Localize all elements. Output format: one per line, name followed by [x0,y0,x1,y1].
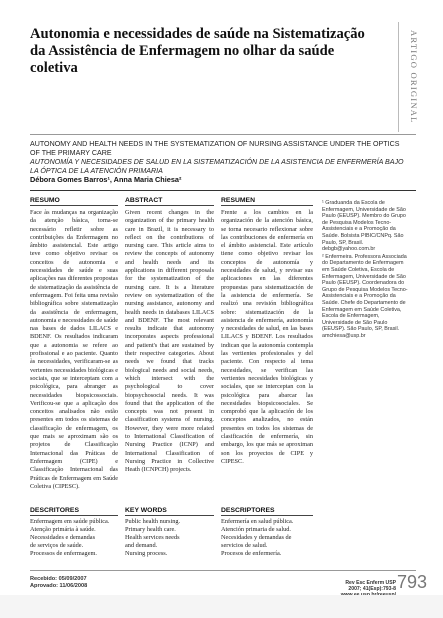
resumen-column [221,197,313,466]
keywords-block [125,507,214,558]
resumen-text: Frente a los cambios en la organización de la atención básica, se torna necesario reflexionar sobre las contribuciones de enfermería en el ámbito asistencial. Este artículo tiene como objetivo revisar los conceptos de autonomía y necesidades de salud, y revisar sus aplicaciones en las diferentes propuestas para sistematización de la asistencia de enfermería. Se realizó una revisión bibliográfica sobre: sistematización de la asistencia de enfermería, autonomía y necesidades de salud, en las bases LILACS y BDENF. Los resultados indican que la autonomía contempla las vertientes profesionales y del paciente. Con respecto al tema necesidades, se verifican las vertientes necesidades biológicas y sociales, que se interceptan con la psicológica para abarcar las necesidades biopsicosociales. Se comprobó que la aplicación de los conceptos analizados, no están presentes en todos los sistemas de clasificación de enfermería, sin embargo, los que más se aproximan son los proyectos de CIPE y CIPESC. [221,209,313,465]
author-note-2: ² Enfermeira. Professora Associada do Departamento de Enfermagem em Saúde Coletiva, Escola de Enfermagem, Universidade de São Paulo (EEUSP). Coordenadora do Grupo de Pesquisa Modelos Tecno-Assistenciais e a Promoção da Saúde. Chefe do Departamento de Enfermagem em Saúde Coletiva, Escola de Enfermagem, Universidade de São Paulo (EEUSP). São Paulo, SP, Brasil. amchiesa@usp.br [322,253,408,339]
author-note-1: ¹ Graduanda da Escola de Enfermagem, Universidade de São Paulo (EEUSP). Membro do Grupo de Pesquisa Modelos Tecno-Assistenciais e a Promoção da Saúde. Bolsista PIBIC/CNPq. São Paulo, SP, Brasil. debgb@yahoo.com.br [322,200,406,253]
title-divider [30,134,416,135]
resumo-heading: RESUMO [30,197,118,206]
keywords-heading: KEY WORDS [125,507,214,516]
abstract-text: Given recent changes in the organization of the primary health care in Brazil, it is necessary to reflect on the contributions of nursing care. This article aims to review the concepts of autonomy and health needs and its applications in different proposals for the systematization of the nursing care. It is a literature review on systematization of the nursing assistance, autonomy and health needs in databases LILACS and BDENF. The most relevant results indicate that autonomy incorporates aspects professional and patient's that are sustained by their respective categories. About needs we found that tracks biological needs and social needs, which intersect with the psychological to cover biopsychosocial needs. It was found that the application of the concepts was not present in classification systems of nursing. However, they were more related to International Classification of Nursing Practice (ICNP) and International Classification of Nursing Practice in Collective Heath (ICNPCH) projects. [125,209,214,474]
footer-divider [30,570,416,571]
descritores-heading: DESCRITORES [30,507,118,516]
spanish-title: AUTONOMÍA Y NECESIDADES DE SALUD EN LA SISTEMATIZACIÓN DE LA ASISTENCIA DE ENFERMERÍA BAJO LA ÓPTICA DE LA ATENCIÓN PRIMARIA [30,158,404,175]
received-date: Recebido: 05/09/2007 [30,576,87,582]
page-number: 793 [397,572,428,592]
descriptores-text: Enfermería en salud pública. Atención primaria de salud. Necesidades y demandas de servicios de salud. Procesos de enfermería. [221,518,294,557]
corner-rule [398,22,399,132]
descritores-text: Enfermagem em saúde pública. Atenção primária à saúde. Necessidades e demandas de serviços de saúde. Processos de enfermagem. [30,518,110,557]
abstract-heading: ABSTRACT [125,197,214,206]
article-type-text: ARTIGO ORIGINAL [409,30,419,124]
descriptores-block [221,507,313,558]
article-type-label [405,30,425,150]
resumen-heading: RESUMEN [221,197,313,206]
descriptores-heading: DESCRIPTORES [221,507,313,516]
authors-divider [30,190,416,191]
authors-line: Débora Gomes Barros¹, Anna Maria Chiesa² [30,175,182,184]
author-notes [322,200,410,340]
keywords-text: Public health nursing. Primary health care. Health services needs and demand. Nursing process. [125,518,181,557]
journal-name: Rev Esc Enferm USP [345,580,396,586]
approved-date: Aprovado: 11/06/2008 [30,583,88,589]
descritores-block [30,507,118,558]
resumo-text: Face às mudanças na organização da atenção básica, torna-se necessário refletir sobre as contribuições da Enfermagem no âmbito assistencial. Este artigo teve como objetivo revisar os conceitos de autonomia e necessidades de saúde e suas aplicações nas diferentes propostas de sistematização da assistência de enfermagem. Foi feita uma revisão bibliográfica sobre sistematização da assistência de enfermagem, autonomia e necessidades de saúde nas bases de dados LILACS e BDENF. Os resultados indicaram que a autonomia se refere ao profissional e ao paciente. Quanto às necessidades, verificaram-se as vertentes necessidades biológicas e sociais, que se interceptam com a psicológica, para abranger as necessidades biopsicossociais. Verificou-se que a aplicação dos conceitos analisados não estão presentes em todos os sistemas de classificação de enfermagem, os que mais se aproximam são os projetos de Classificação Internacional das Práticas de Enfermagem (CIPE) e Classificação Internacional das Práticas de Enfermagem em Saúde Coletiva (CIPESC). [30,209,118,490]
english-title: AUTONOMY AND HEALTH NEEDS IN THE SYSTEMATIZATION OF NURSING ASSISTANCE UNDER THE OPTICS OF THE PRIMARY CARE [30,140,400,157]
bottom-margin [0,595,443,618]
dates [30,576,87,590]
abstract-column [125,197,214,475]
article-title: Autonomia e necessidades de saúde na Sistematização da Assistência de Enfermagem no olhar da saúde coletiva [30,26,365,76]
resumo-column [30,197,118,491]
journal-citation: 2007; 41(Esp):793-8 [348,586,396,593]
